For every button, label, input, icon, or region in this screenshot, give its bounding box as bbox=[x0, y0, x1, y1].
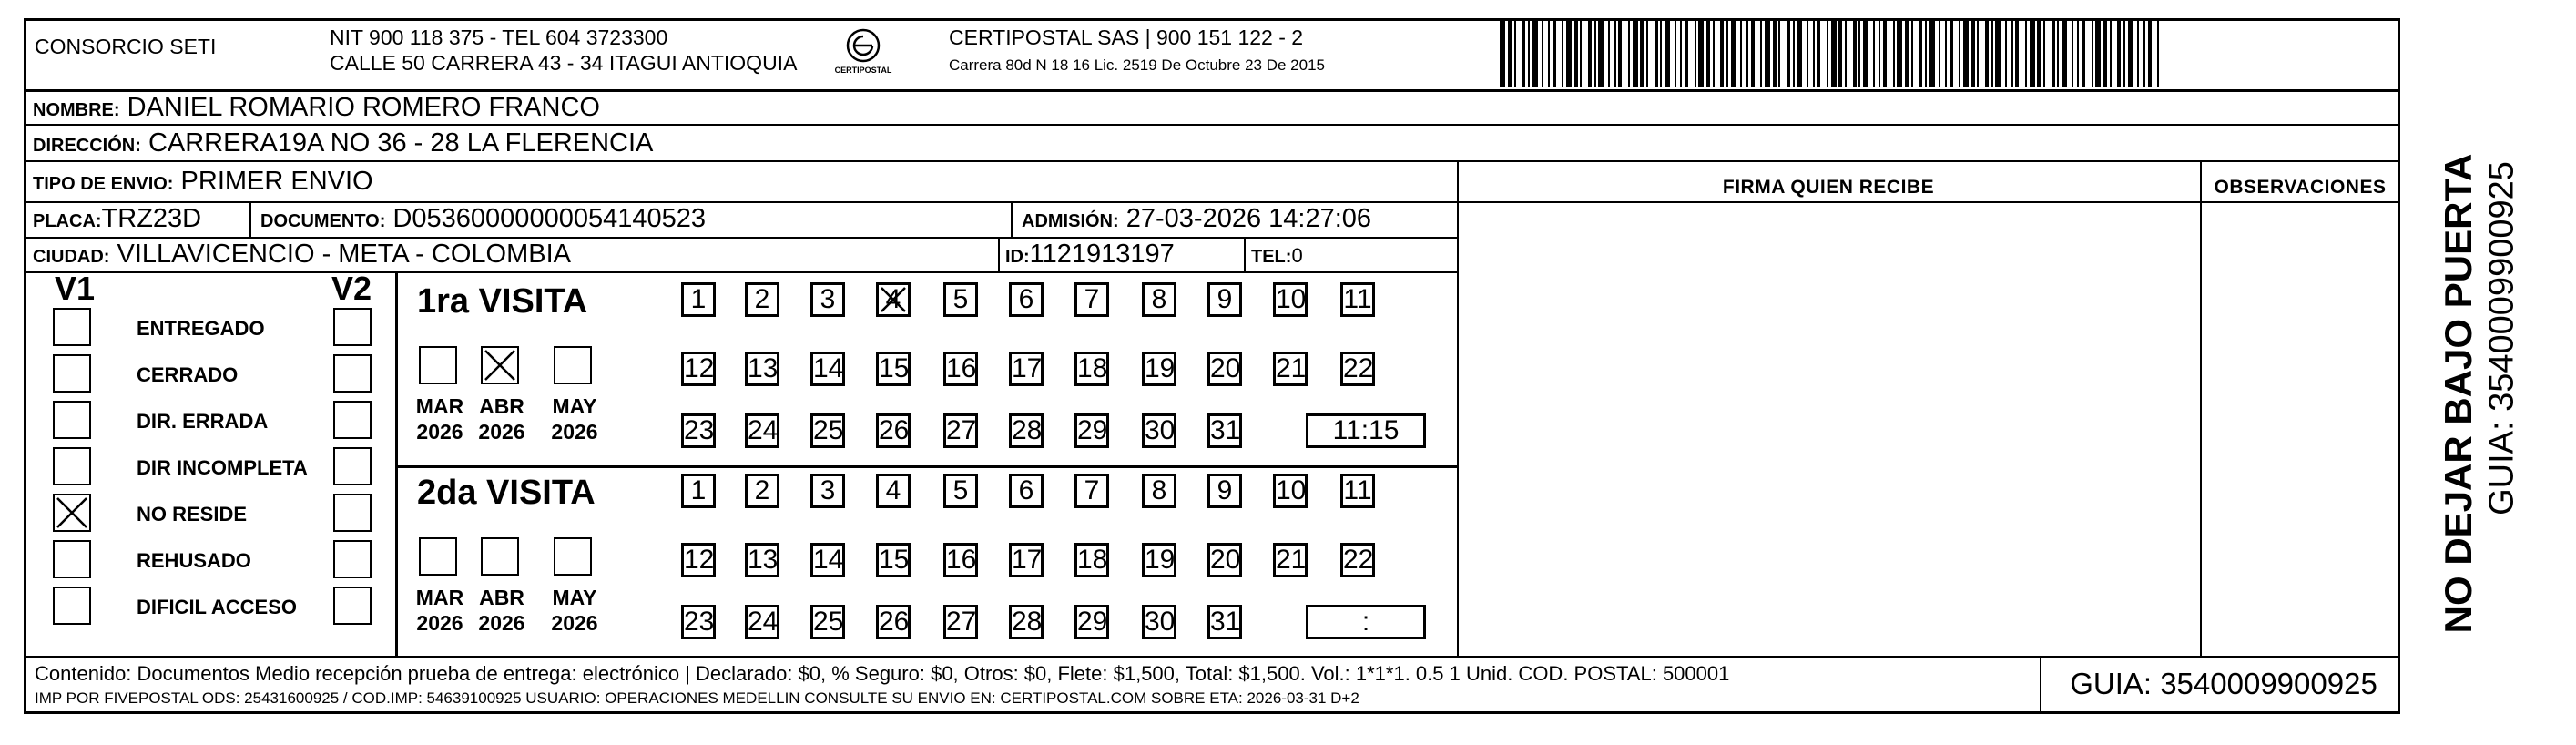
day-box-7[interactable]: 7 bbox=[1074, 474, 1109, 508]
ciudad-value: VILLAVICENCIO - META - COLOMBIA bbox=[117, 240, 571, 269]
day-box-7[interactable]: 7 bbox=[1074, 282, 1109, 317]
v1-checkbox-dir-errada[interactable] bbox=[53, 401, 91, 439]
day-box-22[interactable]: 22 bbox=[1340, 352, 1375, 386]
day-box-15[interactable]: 15 bbox=[876, 352, 911, 386]
day-box-13[interactable]: 13 bbox=[745, 543, 779, 577]
direccion-row bbox=[33, 129, 653, 159]
day-box-21[interactable]: 21 bbox=[1273, 543, 1308, 577]
barcode bbox=[1498, 20, 2163, 87]
direccion-value: CARRERA19A NO 36 - 28 LA FLERENCIA bbox=[148, 128, 654, 158]
tel-value: 0 bbox=[1291, 244, 1303, 267]
v1-checkbox-no-reside[interactable] bbox=[53, 494, 91, 532]
day-box-29[interactable]: 29 bbox=[1074, 413, 1109, 448]
v1-checkbox-rehusado[interactable] bbox=[53, 540, 91, 578]
day-box-9[interactable]: 9 bbox=[1207, 282, 1242, 317]
month-checkbox-may[interactable] bbox=[554, 346, 592, 384]
divider bbox=[25, 656, 2398, 658]
day-box-27[interactable]: 27 bbox=[943, 413, 978, 448]
divider bbox=[2040, 656, 2041, 712]
tipo-row bbox=[33, 168, 373, 198]
nit-line: NIT 900 118 375 - TEL 604 3723300 bbox=[330, 26, 668, 49]
month-label: MAY 2026 bbox=[551, 394, 598, 444]
day-box-9[interactable]: 9 bbox=[1207, 474, 1242, 508]
ciudad-field bbox=[33, 240, 571, 270]
day-box-16[interactable]: 16 bbox=[943, 543, 978, 577]
tel-field bbox=[1251, 240, 1303, 270]
v2-checkbox-rehusado[interactable] bbox=[333, 540, 372, 578]
day-box-19[interactable]: 19 bbox=[1142, 352, 1176, 386]
day-box-29[interactable]: 29 bbox=[1074, 605, 1109, 639]
month-checkbox-mar[interactable] bbox=[419, 537, 457, 576]
day-box-2[interactable]: 2 bbox=[745, 282, 779, 317]
month-label: MAR 2026 bbox=[415, 586, 464, 635]
month-checkbox-mar[interactable] bbox=[419, 346, 457, 384]
day-box-14[interactable]: 14 bbox=[810, 543, 845, 577]
day-box-19[interactable]: 19 bbox=[1142, 543, 1176, 577]
day-box-21[interactable]: 21 bbox=[1273, 352, 1308, 386]
day-box-18[interactable]: 18 bbox=[1074, 543, 1109, 577]
time-box[interactable]: 11:15 bbox=[1306, 413, 1426, 448]
admision-field bbox=[1022, 205, 1371, 235]
divider bbox=[25, 89, 2398, 92]
day-box-14[interactable]: 14 bbox=[810, 352, 845, 386]
status-label: CERRADO bbox=[137, 363, 239, 386]
day-box-13[interactable]: 13 bbox=[745, 352, 779, 386]
day-box-28[interactable]: 28 bbox=[1009, 605, 1044, 639]
status-label: NO RESIDE bbox=[137, 503, 248, 526]
v2-label: V2 bbox=[331, 270, 372, 307]
divider bbox=[25, 201, 2398, 203]
status-label: DIR. ERRADA bbox=[137, 410, 269, 433]
month-label: MAR 2026 bbox=[415, 394, 464, 444]
month-checkbox-abr[interactable] bbox=[481, 537, 519, 576]
certipostal-logo bbox=[829, 26, 898, 80]
placa-field bbox=[33, 205, 201, 235]
visit-title: 2da VISITA bbox=[417, 474, 596, 512]
day-box-11[interactable]: 11 bbox=[1340, 474, 1375, 508]
day-box-10[interactable]: 10 bbox=[1273, 474, 1308, 508]
day-box-25[interactable]: 25 bbox=[810, 413, 845, 448]
day-box-2[interactable]: 2 bbox=[745, 474, 779, 508]
v2-checkbox-dificil-acceso[interactable] bbox=[333, 587, 372, 625]
divider bbox=[397, 465, 1459, 468]
day-box-23[interactable]: 23 bbox=[681, 605, 716, 639]
day-box-25[interactable]: 25 bbox=[810, 605, 845, 639]
divider bbox=[395, 271, 398, 656]
ciudad-label: CIUDAD: bbox=[33, 247, 110, 267]
divider bbox=[1244, 237, 1246, 271]
direccion-label: DIRECCIÓN: bbox=[33, 136, 141, 156]
month-checkbox-abr[interactable] bbox=[481, 346, 519, 384]
documento-field bbox=[260, 205, 706, 235]
day-box-17[interactable]: 17 bbox=[1009, 543, 1044, 577]
day-box-8[interactable]: 8 bbox=[1142, 474, 1176, 508]
day-box-5[interactable]: 5 bbox=[943, 282, 978, 317]
v1-label: V1 bbox=[55, 270, 96, 307]
placa-label: PLACA: bbox=[33, 211, 102, 231]
divider bbox=[25, 271, 1459, 273]
day-box-11[interactable]: 11 bbox=[1340, 282, 1375, 317]
imp-line: IMP POR FIVEPOSTAL ODS: 25431600925 / COD.IMP: 54639100925 USUARIO: OPERACIONES MEDELLIN CONSULTE SU ENVIO EN: CERTIPOSTAL.COM SOBRE ETA: 2026-03-31 D+2 bbox=[35, 689, 1359, 707]
divider bbox=[1457, 160, 1459, 656]
v2-checkbox-no-reside[interactable] bbox=[333, 494, 372, 532]
documento-value: D05360000000054140523 bbox=[392, 204, 706, 233]
day-box-6[interactable]: 6 bbox=[1009, 474, 1044, 508]
month-label: MAY 2026 bbox=[551, 586, 598, 635]
day-box-26[interactable]: 26 bbox=[876, 413, 911, 448]
day-box-22[interactable]: 22 bbox=[1340, 543, 1375, 577]
contenido-line: Contenido: Documentos Medio recepción prueba de entrega: electrónico | Declarado: $0, % Seguro: $0, Otros: $0, Flete: $1,500, Total: $1,500. Vol.: 1*1*1. 0.5 1 Unid. COD. POSTAL: 500001 bbox=[35, 662, 1730, 685]
svg-text:CERTIPOSTAL: CERTIPOSTAL bbox=[834, 66, 892, 75]
day-box-1[interactable]: 1 bbox=[681, 474, 716, 508]
month-checkbox-may[interactable] bbox=[554, 537, 592, 576]
side-guia: GUIA: 3540009900925 bbox=[2482, 161, 2521, 515]
day-box-17[interactable]: 17 bbox=[1009, 352, 1044, 386]
id-value: 1121913197 bbox=[1029, 240, 1175, 269]
day-box-18[interactable]: 18 bbox=[1074, 352, 1109, 386]
day-box-15[interactable]: 15 bbox=[876, 543, 911, 577]
status-label: ENTREGADO bbox=[137, 317, 265, 340]
day-box-8[interactable]: 8 bbox=[1142, 282, 1176, 317]
placa-value: TRZ23D bbox=[101, 204, 202, 233]
day-box-28[interactable]: 28 bbox=[1009, 413, 1044, 448]
v1-checkbox-entregado[interactable] bbox=[53, 308, 91, 346]
day-box-10[interactable]: 10 bbox=[1273, 282, 1308, 317]
divider bbox=[249, 201, 251, 237]
tipo-value: PRIMER ENVIO bbox=[180, 167, 373, 196]
nombre-label: NOMBRE: bbox=[33, 100, 120, 120]
day-box-3[interactable]: 3 bbox=[810, 282, 845, 317]
v2-checkbox-cerrado[interactable] bbox=[333, 354, 372, 393]
day-box-5[interactable]: 5 bbox=[943, 474, 978, 508]
v2-checkbox-dir-errada[interactable] bbox=[333, 401, 372, 439]
license-line: Carrera 80d N 18 16 Lic. 2519 De Octubre 23 De 2015 bbox=[949, 56, 1325, 74]
day-box-30[interactable]: 30 bbox=[1142, 413, 1176, 448]
day-box-16[interactable]: 16 bbox=[943, 352, 978, 386]
status-label: DIFICIL ACCESO bbox=[137, 596, 298, 618]
divider bbox=[1011, 201, 1013, 237]
v1-checkbox-cerrado[interactable] bbox=[53, 354, 91, 393]
day-box-6[interactable]: 6 bbox=[1009, 282, 1044, 317]
company-address: CALLE 50 CARRERA 43 - 34 ITAGUI ANTIOQUIA bbox=[330, 51, 798, 75]
v2-checkbox-dir-incompleta[interactable] bbox=[333, 447, 372, 485]
day-box-4[interactable]: 4 bbox=[876, 474, 911, 508]
admision-value: 27-03-2026 14:27:06 bbox=[1125, 204, 1372, 233]
divider bbox=[998, 237, 1000, 271]
day-box-23[interactable]: 23 bbox=[681, 413, 716, 448]
day-box-24[interactable]: 24 bbox=[745, 605, 779, 639]
day-box-24[interactable]: 24 bbox=[745, 413, 779, 448]
time-box[interactable]: : bbox=[1306, 605, 1426, 639]
tel-label: TEL: bbox=[1251, 247, 1292, 267]
day-box-20[interactable]: 20 bbox=[1207, 352, 1242, 386]
firma-label: FIRMA QUIEN RECIBE bbox=[1722, 177, 1935, 198]
month-label: ABR 2026 bbox=[478, 586, 525, 635]
day-box-3[interactable]: 3 bbox=[810, 474, 845, 508]
admision-label: ADMISIÓN: bbox=[1022, 211, 1119, 231]
v2-checkbox-entregado[interactable] bbox=[333, 308, 372, 346]
v1-checkbox-dir-incompleta[interactable] bbox=[53, 447, 91, 485]
day-box-31[interactable]: 31 bbox=[1207, 605, 1242, 639]
side-warning: NO DEJAR BAJO PUERTA bbox=[2437, 153, 2479, 634]
divider bbox=[2200, 160, 2202, 656]
v1-checkbox-dificil-acceso[interactable] bbox=[53, 587, 91, 625]
day-box-4[interactable]: 4 bbox=[876, 282, 911, 317]
id-label: ID: bbox=[1005, 247, 1030, 267]
day-box-20[interactable]: 20 bbox=[1207, 543, 1242, 577]
visit-title: 1ra VISITA bbox=[417, 282, 588, 321]
day-box-31[interactable]: 31 bbox=[1207, 413, 1242, 448]
day-box-27[interactable]: 27 bbox=[943, 605, 978, 639]
observaciones-label: OBSERVACIONES bbox=[2214, 177, 2387, 198]
nombre-value: DANIEL ROMARIO ROMERO FRANCO bbox=[127, 93, 600, 122]
tipo-label: TIPO DE ENVIO: bbox=[33, 174, 174, 194]
status-label: REHUSADO bbox=[137, 549, 251, 572]
documento-label: DOCUMENTO: bbox=[260, 211, 386, 231]
month-label: ABR 2026 bbox=[478, 394, 525, 444]
day-box-26[interactable]: 26 bbox=[876, 605, 911, 639]
id-field bbox=[1005, 240, 1175, 270]
company-name: CONSORCIO SETI bbox=[35, 35, 217, 58]
status-label: DIR INCOMPLETA bbox=[137, 456, 308, 479]
footer-guia: GUIA: 3540009900925 bbox=[2070, 667, 2377, 700]
courier-line: CERTIPOSTAL SAS | 900 151 122 - 2 bbox=[949, 26, 1304, 49]
nombre-row bbox=[33, 94, 600, 124]
day-box-12[interactable]: 12 bbox=[681, 352, 716, 386]
day-box-1[interactable]: 1 bbox=[681, 282, 716, 317]
day-box-30[interactable]: 30 bbox=[1142, 605, 1176, 639]
day-box-12[interactable]: 12 bbox=[681, 543, 716, 577]
divider bbox=[25, 124, 2398, 126]
divider bbox=[25, 160, 2398, 162]
